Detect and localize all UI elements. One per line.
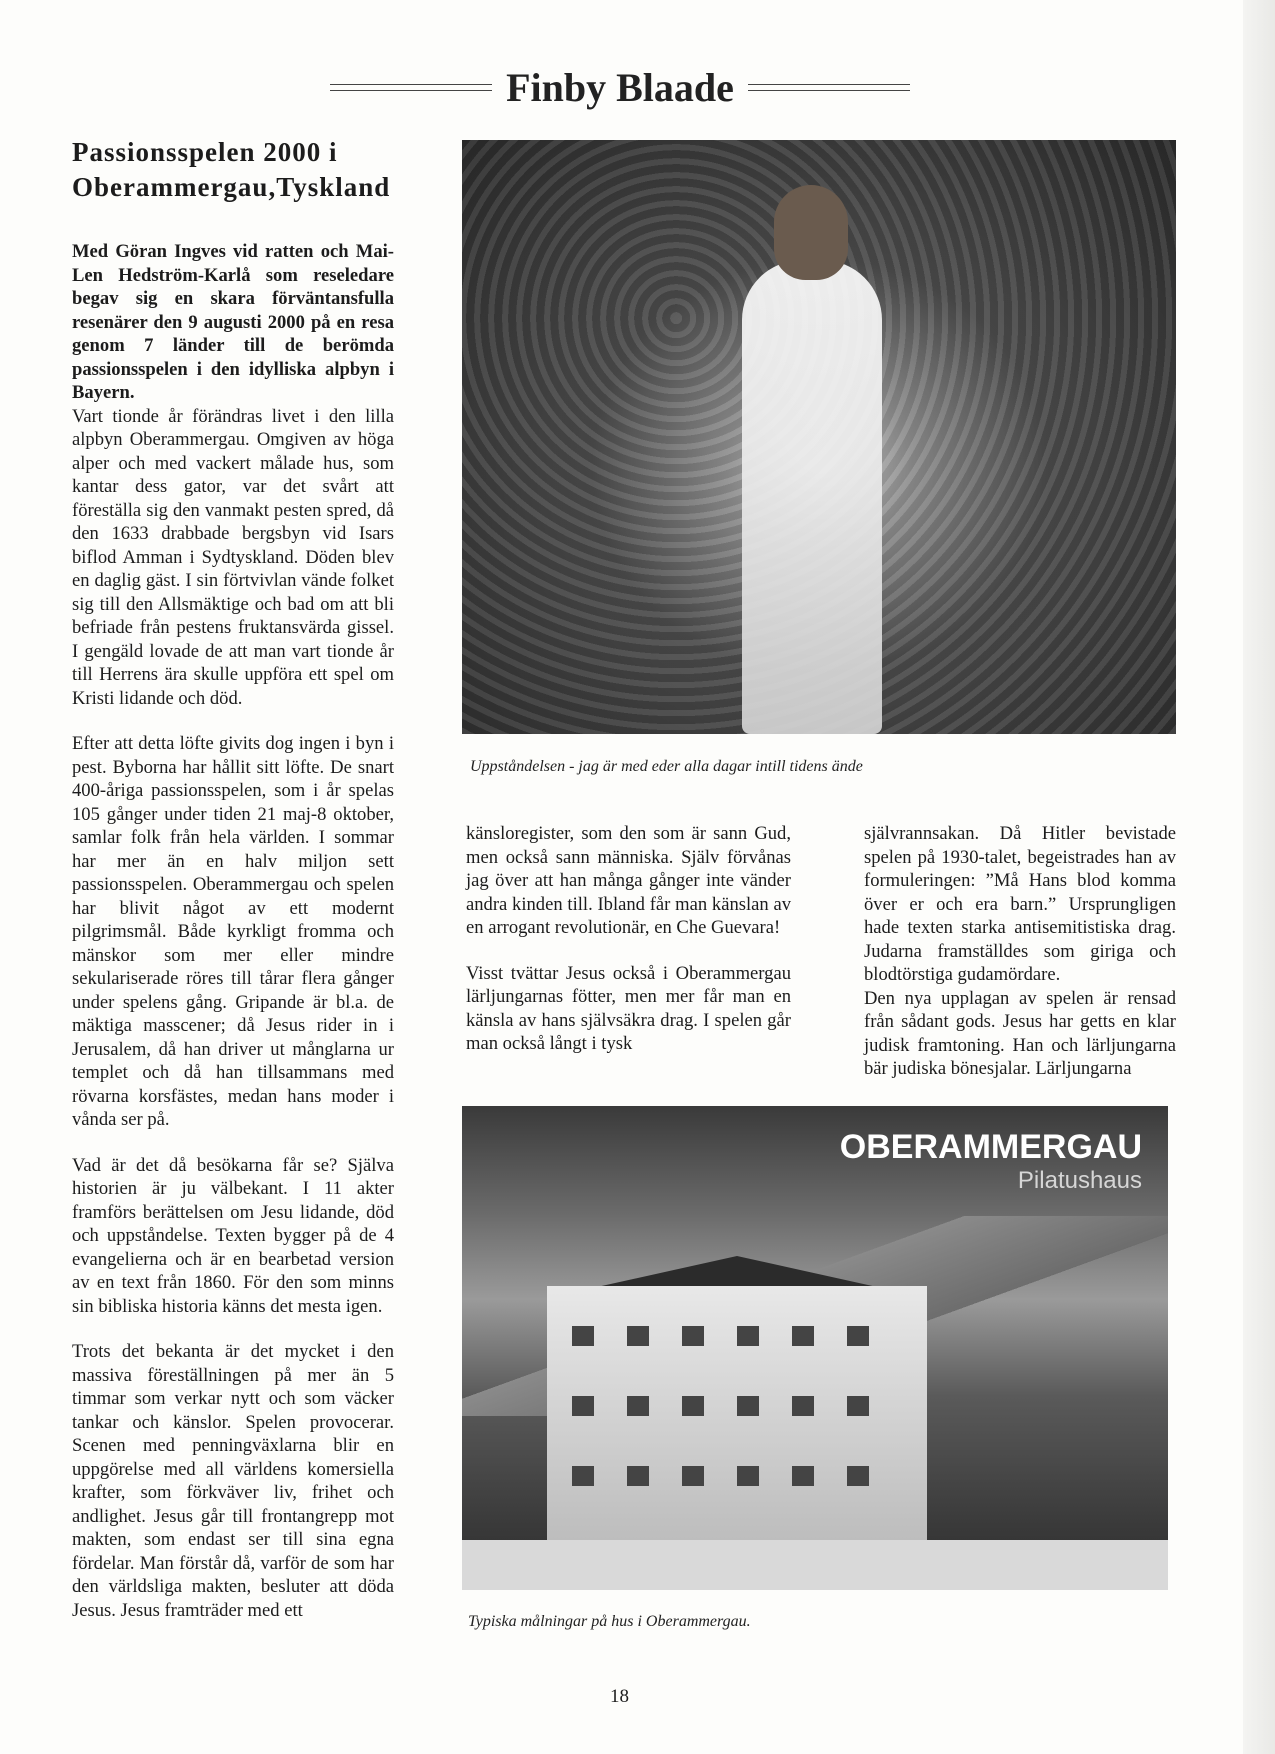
brand-subtitle: Pilatushaus — [1017, 1167, 1142, 1194]
article-paragraph: Vart tionde år förändras livet i den lilla alpbyn Oberammergau. Omgiven av höga alper och med vackert målade hus, som kantar dess gator, var det svårt att föreställa sig den vanmakt pesten spred, då den 1633 drabbade bergsbyn vid Isars biflod Amman i Sydtyskland. Döden blev en daglig gäst. I sin förtvivlan vände folket sig till den Allsmäktige och bad om att bli befriade från pestens fruktansvärda gissel. I gengäld lovade de att man vart tionde år till Herrens ära skulle uppföra ett spel om Kristi lidande och död. — [72, 405, 394, 709]
jesus-robe-figure — [742, 260, 882, 734]
masthead-title: Finby Blaade — [506, 64, 734, 110]
article-column-3 — [864, 822, 1176, 1103]
pilatushaus-photo — [462, 1106, 1168, 1590]
street-ground — [462, 1540, 1168, 1590]
window-row — [572, 1396, 902, 1416]
photo-caption-2: Typiska målningar på hus i Oberammergau. — [468, 1613, 751, 1630]
article-paragraph: Vad är det då besökarna får se? Själva historien är ju välbekant. I 11 akter framförs berättelsen om Jesu lidande, död och uppståndelse. Texten bygger på de 4 evangelierna och är en bearbetad version av en text från 1860. För den som minns sin bibliska historia känns det mesta igen. — [72, 1154, 394, 1317]
article-paragraph: Efter att detta löfte givits dog ingen i byn i pest. Byborna har hållit sitt löfte. De snart 400-åriga passionsspelen, som i år spelas 105 gånger under tiden 21 maj-8 oktober, samlar folk från hela världen. I sommar har mer än en halv miljon sett passionsspelen. Oberammergau och spelen har blivit något av ett modernt pilgrimsmål. Både kyrkligt fromma och mänskor som mer eller mindre sekulariserade röres till tårar flera gånger under spelens gång. Gripande är bl.a. de mäktiga masscener; då Jesus rider in i Jerusalem, då han driver ut månglarna ur templet och då han tillsammans med rövarna korsfästes, medan hans moder i vånda ser på. — [72, 733, 394, 1130]
brand-title: OBERAMMERGAU — [839, 1128, 1142, 1166]
masthead-rule-right — [748, 84, 910, 91]
article-paragraph: självrannsakan. Då Hitler bevistade spelen på 1930-talet, begeistrades han av formuleringen: ”Må Hans blod komma över er och era barn.” Ursprungligen hade texten starka antisemitistiska drag. Judarna framställdes som giriga och blodtörstiga gudamördare. — [864, 823, 1176, 985]
page-edge-shadow — [1243, 0, 1275, 1754]
masthead-rule-left — [330, 84, 492, 91]
article-paragraph: Visst tvättar Jesus också i Oberammergau lärljungarnas fötter, men mer får man en känsla av hans självsäkra drag. I spelen går man också långt i tysk — [466, 962, 791, 1054]
article-headline: Passionsspelen 2000 i Oberammergau,Tyskland — [72, 137, 391, 202]
article-paragraph: Den nya upplagan av spelen är rensad från sådant gods. Jesus har getts en klar judisk framtoning. Han och lärljungarna bär judiska bönesjalar. Lärljungarna — [864, 987, 1176, 1079]
painted-house — [547, 1286, 927, 1546]
jesus-head-figure — [774, 185, 848, 280]
photo-brand-overlay — [840, 1128, 1142, 1195]
article-paragraph: Trots det bekanta är det mycket i den massiva föreställningen på mer än 5 timmar som verkar nytt och som väcker tankar och känslor. Spelen provocerar. Scenen med penningväxlarna blir en uppgörelse med all världens komersiella krafter, som förkväver liv, frihet och andlighet. Jesus går till frontangrepp mot makten, som endast ser till sina egna fördelar. Man förstår då, varför de som har den världsliga makten, besluter att döda Jesus. Jesus framträder med ett — [72, 1341, 394, 1621]
article-paragraph: känsloregister, som den som är sann Gud, men också sann människa. Själv förvånas jag över att han många gånger inte vänder andra kinden till. Ibland får man känslan av en arrogant revolutionär, en Che Guevara! — [466, 823, 791, 938]
passion-play-photo — [462, 140, 1176, 734]
article-lead: Med Göran Ingves vid ratten och Mai-Len Hedström-Karlå som reseledare begav sig en skara förväntansfulla resenärer den 9 augusti 2000 på en resa genom 7 länder till de berömda passionsspelen i den idylliska alpbyn i Bayern. — [72, 241, 394, 403]
article-column-2 — [466, 822, 791, 1078]
photo-caption-1: Uppståndelsen - jag är med eder alla dagar intill tidens ände — [470, 758, 863, 775]
window-row — [572, 1326, 902, 1346]
page-number: 18 — [610, 1686, 629, 1707]
window-row — [572, 1466, 902, 1486]
article-column-1 — [72, 135, 394, 1644]
masthead — [330, 62, 910, 112]
